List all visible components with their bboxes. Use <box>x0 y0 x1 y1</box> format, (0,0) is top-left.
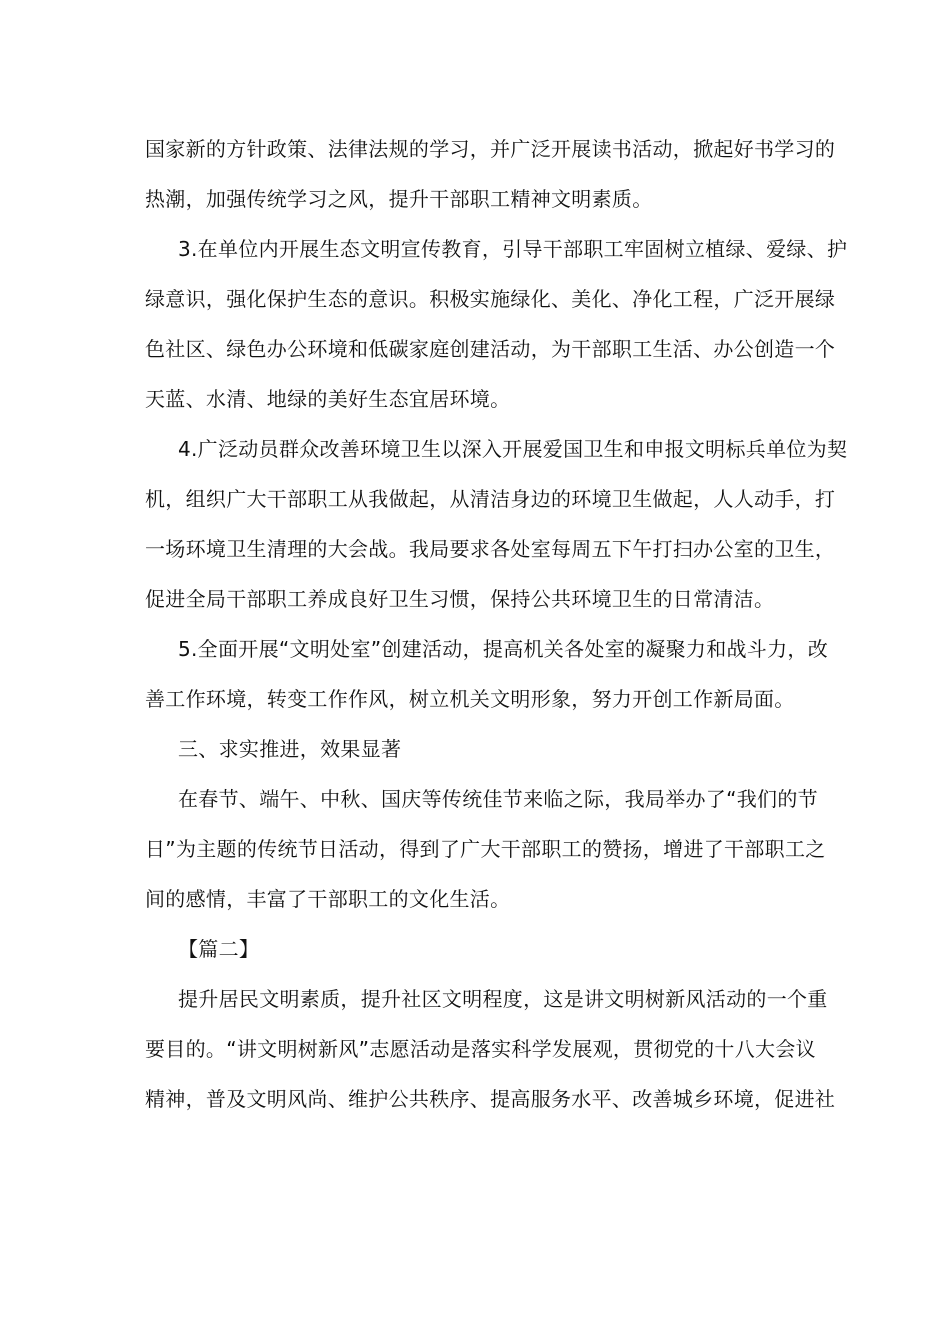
text-line: 热潮，加强传统学习之风，提升干部职工精神文明素质。 <box>145 187 653 211</box>
text-line: 提升居民文明素质，提升社区文明程度，这是讲文明树新风活动的一个重 <box>178 987 828 1011</box>
text-line: 5.全面开展“文明处室”创建活动，提高机关各处室的凝聚力和战斗力，改 <box>178 637 829 661</box>
text-line: 日”为主题的传统节日活动，得到了广大干部职工的赞扬，增进了干部职工之 <box>145 837 826 861</box>
text-line: 促进全局干部职工养成良好卫生习惯，保持公共环境卫生的日常清洁。 <box>145 587 775 611</box>
text-line: 善工作环境，转变工作作风，树立机关文明形象，努力开创工作新局面。 <box>145 687 795 711</box>
text-line: 一场环境卫生清理的大会战。我局要求各处室每周五下午打扫办公室的卫生， <box>145 537 836 561</box>
text-line: 在春节、端午、中秋、国庆等传统佳节来临之际，我局举办了“我们的节 <box>178 787 818 811</box>
part-heading: 【篇二】 <box>178 937 260 961</box>
text-line: 天蓝、水清、地绿的美好生态宜居环境。 <box>145 387 511 411</box>
text-line: 国家新的方针政策、法律法规的学习，并广泛开展读书活动，掀起好书学习的 <box>145 137 836 161</box>
text-line: 色社区、绿色办公环境和低碳家庭创建活动，为干部职工生活、办公创造一个 <box>145 337 836 361</box>
text-line: 精神，普及文明风尚、维护公共秩序、提高服务水平、改善城乡环境，促进社 <box>145 1087 836 1111</box>
section-heading: 三、求实推进，效果显著 <box>178 737 402 761</box>
text-line: 间的感情，丰富了干部职工的文化生活。 <box>145 887 511 911</box>
text-line: 要目的。“讲文明树新风”志愿活动是落实科学发展观，贯彻党的十八大会议 <box>145 1037 816 1061</box>
text-line: 4.广泛动员群众改善环境卫生以深入开展爱国卫生和申报文明标兵单位为契 <box>178 437 848 461</box>
document-body <box>145 131 848 1131</box>
text-line: 3.在单位内开展生态文明宣传教育，引导干部职工牢固树立植绿、爱绿、护 <box>178 237 848 261</box>
text-line: 机，组织广大干部职工从我做起，从清洁身边的环境卫生做起，人人动手，打 <box>145 487 836 511</box>
text-line: 绿意识，强化保护生态的意识。积极实施绿化、美化、净化工程，广泛开展绿 <box>145 287 836 311</box>
